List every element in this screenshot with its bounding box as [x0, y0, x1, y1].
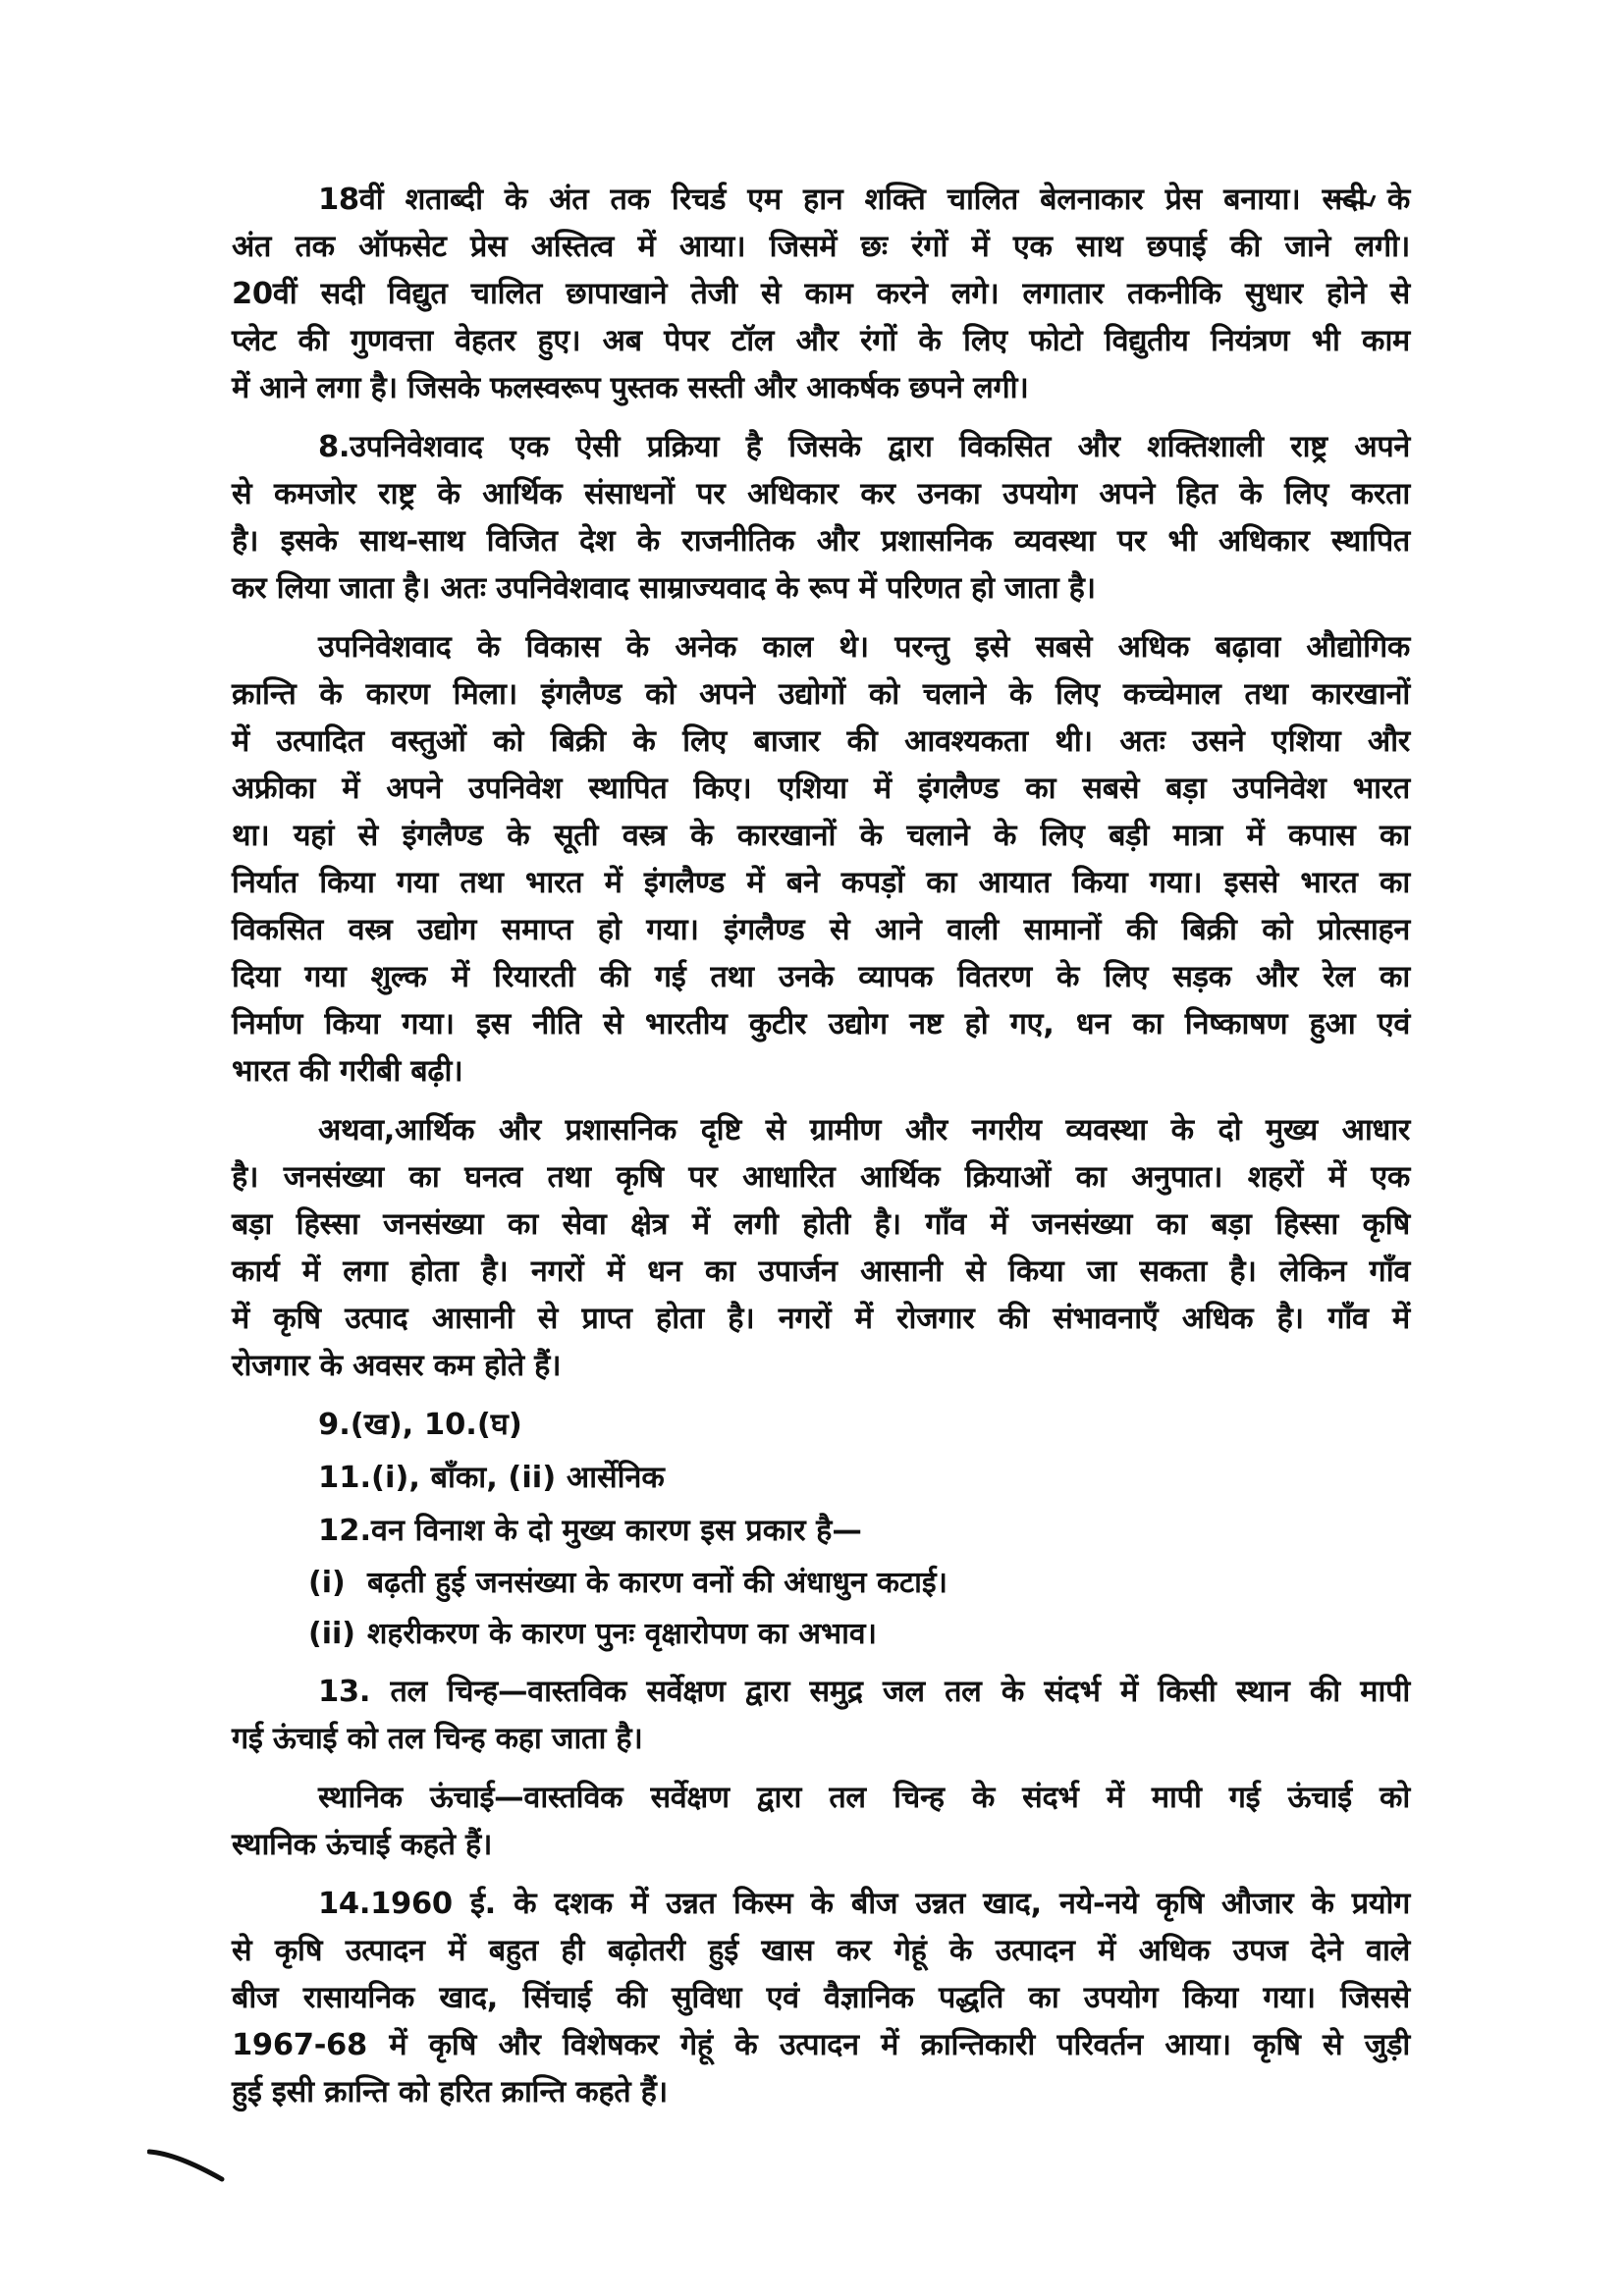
item-text: बढ़ती हुई जनसंख्या के कारण वनों की अंधाधुन कटाई।: [367, 1566, 948, 1600]
text-line: से कृषि उत्पादन में बहुत ही बढ़ोतरी हुई खास कर गेहूं के उत्पादन में अधिक उपज देने वाले: [232, 1934, 1410, 1968]
text-line: कर लिया जाता है। अतः उपनिवेशवाद साम्राज्यवाद के रूप में परिणत हो जाता है।: [232, 571, 1096, 606]
item-text: शहरीकरण के कारण पुनः वृक्षारोपण का अभाव।: [367, 1617, 877, 1651]
answer-14-green-revolution: [232, 1881, 1410, 2116]
item-number: (i): [308, 1566, 346, 1600]
item-number: (ii): [308, 1617, 355, 1651]
text-line: निर्माण किया गया। इस नीति से भारतीय कुटीर उद्योग नष्ट हो गए, धन का निष्काषण हुआ एवं: [232, 1007, 1410, 1041]
answer-13-spot-height: [232, 1775, 1410, 1869]
text-line: है। इसके साथ-साथ विजित देश के राजनीतिक और प्रशासनिक व्यवस्था पर भी अधिकार स्थापित: [232, 524, 1410, 559]
paragraph-rural-urban: [232, 1107, 1410, 1390]
text-line: उपनिवेशवाद के विकास के अनेक काल थे। परन्तु इसे सबसे अधिक बढ़ावा औद्योगिक: [318, 630, 1410, 665]
text-line: क्रान्ति के कारण मिला। इंगलैण्ड को अपने उद्योगों को चलाने के लिए कच्चेमाल तथा कारखानों: [232, 677, 1410, 712]
text-line: निर्यात किया गया तथा भारत में इंगलैण्ड में बने कपड़ों का आयात किया गया। इससे भारत का: [232, 866, 1410, 900]
text-line: बड़ा हिस्सा जनसंख्या का सेवा क्षेत्र में लगी होती है। गाँव में जनसंख्या का बड़ा हिस्सा कृषि: [232, 1207, 1410, 1242]
text-line: 14.1960 ई. के दशक में उन्नत किस्म के बीज उन्नत खाद, नये-नये कृषि औजार के प्रयोग: [318, 1887, 1410, 1921]
text-line: रोजगार के अवसर कम होते हैं।: [232, 1349, 562, 1383]
answer-8-colonialism: [232, 424, 1410, 613]
paragraph-printing-history: [232, 177, 1410, 412]
text-line: 13. तल चिन्ह—वास्तविक सर्वेक्षण द्वारा समुद्र जल तल के संदर्भ में किसी स्थान की मापी: [318, 1675, 1410, 1709]
text-line: बीज रासायनिक खाद, सिंचाई की सुविधा एवं वैज्ञानिक पद्धति का उपयोग किया गया। जिससे: [232, 1981, 1410, 2015]
text-line: में आने लगा है। जिसके फलस्वरूप पुस्तक सस्ती और आकर्षक छपने लगी।: [232, 371, 1029, 405]
text-line: में कृषि उत्पाद आसानी से प्राप्त होता है। नगरों में रोजगार की संभावनाएँ अधिक है। गाँव में: [232, 1302, 1410, 1336]
paragraph-colonial-development: [232, 624, 1410, 1095]
text-line: 8.उपनिवेशवाद एक ऐसी प्रक्रिया है जिसके द्वारा विकसित और शक्तिशाली राष्ट्र अपने: [318, 430, 1410, 464]
text-line: प्लेट की गुणवत्ता वेहतर हुए। अब पेपर टॉल और रंगों के लिए फोटो विद्युतीय नियंत्रण भी काम: [232, 324, 1410, 358]
answer-11: 11.(i), बाँका, (ii) आर्सेनिक: [318, 1461, 665, 1495]
text-line: 18वीं शताब्दी के अंत तक रिचर्ड एम हान शक्ति चालित बेलनाकार प्रेस बनाया। सदी के: [318, 183, 1410, 217]
text-line: दिया गया शुल्क में रियारती की गई तथा उनके व्यापक वितरण के लिए सड़क और रेल का: [232, 960, 1410, 994]
text-line: 1967-68 में कृषि और विशेषकर गेहूं के उत्पादन में क्रान्तिकारी परिवर्तन आया। कृषि से जुड़ी: [232, 2028, 1410, 2062]
text-line: था। यहां से इंगलैण्ड के सूती वस्त्र के कारखानों के चलाने के लिए बड़ी मात्रा में कपास का: [232, 819, 1410, 853]
answer-12-heading: 12.वन विनाश के दो मुख्य कारण इस प्रकार है—: [318, 1514, 862, 1548]
text-line: 20वीं सदी विद्युत चालित छापाखाने तेजी से काम करने लगे। लगातार तकनीकि सुधार होने से: [232, 277, 1410, 311]
document-page: [232, 177, 1410, 2128]
text-line: अफ्रीका में अपने उपनिवेश स्थापित किए। एशिया में इंगलैण्ड का सबसे बड़ा उपनिवेश भारत: [232, 772, 1410, 806]
answer-13-benchmark: [232, 1669, 1410, 1763]
text-line: गई ऊंचाई को तल चिन्ह कहा जाता है।: [232, 1722, 643, 1756]
text-line: हुई इसी क्रान्ति को हरित क्रान्ति कहते हैं।: [232, 2075, 668, 2109]
answer-9-10: 9.(ख), 10.(घ): [318, 1408, 522, 1442]
text-line: स्थानिक ऊंचाई कहते हैं।: [232, 1828, 493, 1862]
text-line: भारत की गरीबी बढ़ी।: [232, 1054, 463, 1089]
answer-12-item: [308, 1612, 1410, 1657]
text-line: है। जनसंख्या का घनत्व तथा कृषि पर आधारित आर्थिक क्रियाओं का अनुपात। शहरों में एक: [232, 1160, 1410, 1195]
answer-12-item: [308, 1561, 1410, 1606]
text-line: कार्य में लगा होता है। नगरों में धन का उपार्जन आसानी से किया जा सकता है। लेकिन गाँव: [232, 1255, 1410, 1289]
scan-stroke-mark-icon: [147, 2148, 226, 2183]
text-line: स्थानिक ऊंचाई—वास्तविक सर्वेक्षण द्वारा तल चिन्ह के संदर्भ में मापी गई ऊंचाई को: [318, 1781, 1410, 1815]
text-line: विकसित वस्त्र उद्योग समाप्त हो गया। इंगलैण्ड से आने वाली सामानों की बिक्री को प्रोत्साहन: [232, 913, 1410, 947]
text-line: अथवा,आर्थिक और प्रशासनिक दृष्टि से ग्रामीण और नगरीय व्यवस्था के दो मुख्य आधार: [318, 1113, 1410, 1148]
text-line: अंत तक ऑफसेट प्रेस अस्तित्व में आया। जिसमें छः रंगों में एक साथ छपाई की जाने लगी।: [232, 230, 1410, 264]
text-line: में उत्पादित वस्तुओं को बिक्री के लिए बाजार की आवश्यकता थी। अतः उसने एशिया और: [232, 724, 1410, 759]
text-line: से कमजोर राष्ट्र के आर्थिक संसाधनों पर अधिकार कर उनका उपयोग अपने हित के लिए करता: [232, 477, 1410, 511]
